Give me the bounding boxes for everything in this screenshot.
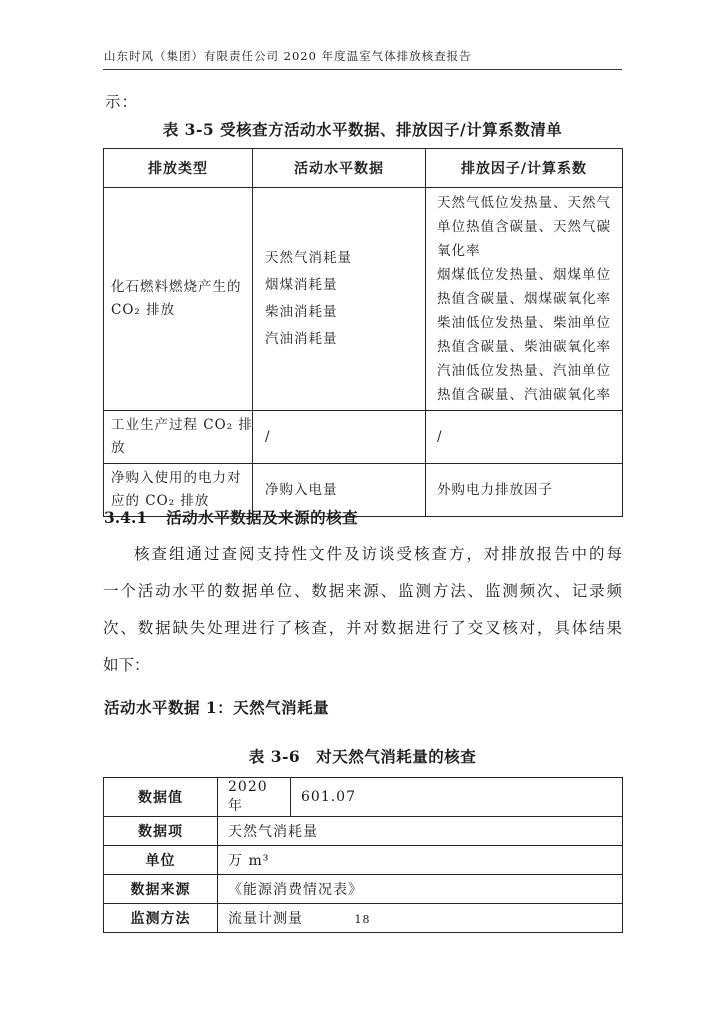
- table-3-6: [103, 777, 623, 933]
- table-row: [104, 188, 623, 411]
- cell-value: 天然气消耗量: [218, 817, 623, 846]
- paragraph-line: 如下：: [103, 656, 150, 674]
- cell-emission-factor: /: [426, 411, 623, 464]
- table-3-6-title: 表 3-6 对天然气消耗量的核查: [248, 747, 477, 766]
- col-header-activity-data: 活动水平数据: [253, 149, 426, 188]
- cell-emission-factor: 外购电力排放因子: [426, 464, 623, 517]
- paragraph-line: 一个活动水平的数据单位、数据来源、监测方法、监测频次、记录频: [103, 582, 622, 600]
- cell-label: 数据项: [104, 817, 218, 846]
- cell-label: 数据来源: [104, 875, 218, 904]
- table-row: [104, 875, 623, 904]
- table-row: [104, 817, 623, 846]
- paragraph-line: 次、数据缺失处理进行了核查，并对数据进行了交叉核对，具体结果: [103, 619, 622, 637]
- table-3-5-header-row: [104, 149, 623, 188]
- cell-label: 监测方法: [104, 904, 218, 933]
- cell-label: 数据值: [104, 778, 218, 817]
- cell-value: 《能源消费情况表》: [218, 875, 623, 904]
- cell-activity-data: /: [253, 411, 426, 464]
- table-row: [104, 846, 623, 875]
- header-rule: [103, 69, 622, 70]
- table-3-5-title: 表 3-5 受核查方活动水平数据、排放因子/计算系数清单: [162, 120, 563, 139]
- cell-activity-data: 天然气消耗量 烟煤消耗量 柴油消耗量 汽油消耗量: [253, 188, 426, 411]
- body-paragraph: [103, 536, 622, 684]
- running-header: 山东时风（集团）有限责任公司 2020 年度温室气体排放核查报告: [104, 49, 472, 63]
- table-row: [104, 411, 623, 464]
- cell-emission-type: 化石燃料燃烧产生的 CO₂ 排放: [104, 188, 253, 411]
- activity-data-subheading: 活动水平数据 1：天然气消耗量: [104, 698, 330, 717]
- cell-value: 601.07: [291, 778, 623, 817]
- cell-activity-data: 净购入电量: [253, 464, 426, 517]
- section-number: 3.4.1: [104, 508, 148, 527]
- cell-year: 2020 年: [218, 778, 291, 817]
- cell-emission-factor: 天然气低位发热量、天然气 单位热值含碳量、天然气碳 氧化率 烟煤低位发热量、烟煤单位 热值含碳量、烟煤碳氧化率 柴油低位发热量、柴油单位 热值含碳量、柴油碳氧化率 汽油低位发热量、汽油单位 热值含碳量、汽油碳氧化率: [426, 188, 623, 411]
- table-row: [104, 778, 623, 817]
- cell-value: 流量计测量: [218, 904, 623, 933]
- cell-emission-type: 工业生产过程 CO₂ 排 放: [104, 411, 253, 464]
- paragraph-line: 核查组通过查阅支持性文件及访谈受核查方，对排放报告中的每: [134, 545, 622, 563]
- cell-label: 单位: [104, 846, 218, 875]
- page-number: 18: [354, 913, 371, 926]
- col-header-emission-factor: 排放因子/计算系数: [426, 149, 623, 188]
- cell-value: 万 m³: [218, 846, 623, 875]
- section-heading: [104, 506, 358, 528]
- table-3-5: [103, 148, 623, 517]
- cell-emission-type: 净购入使用的电力对 应的 CO₂ 排放: [104, 464, 253, 517]
- section-title: 活动水平数据及来源的核查: [166, 508, 359, 527]
- lead-text: 示：: [105, 93, 139, 111]
- col-header-emission-type: 排放类型: [104, 149, 253, 188]
